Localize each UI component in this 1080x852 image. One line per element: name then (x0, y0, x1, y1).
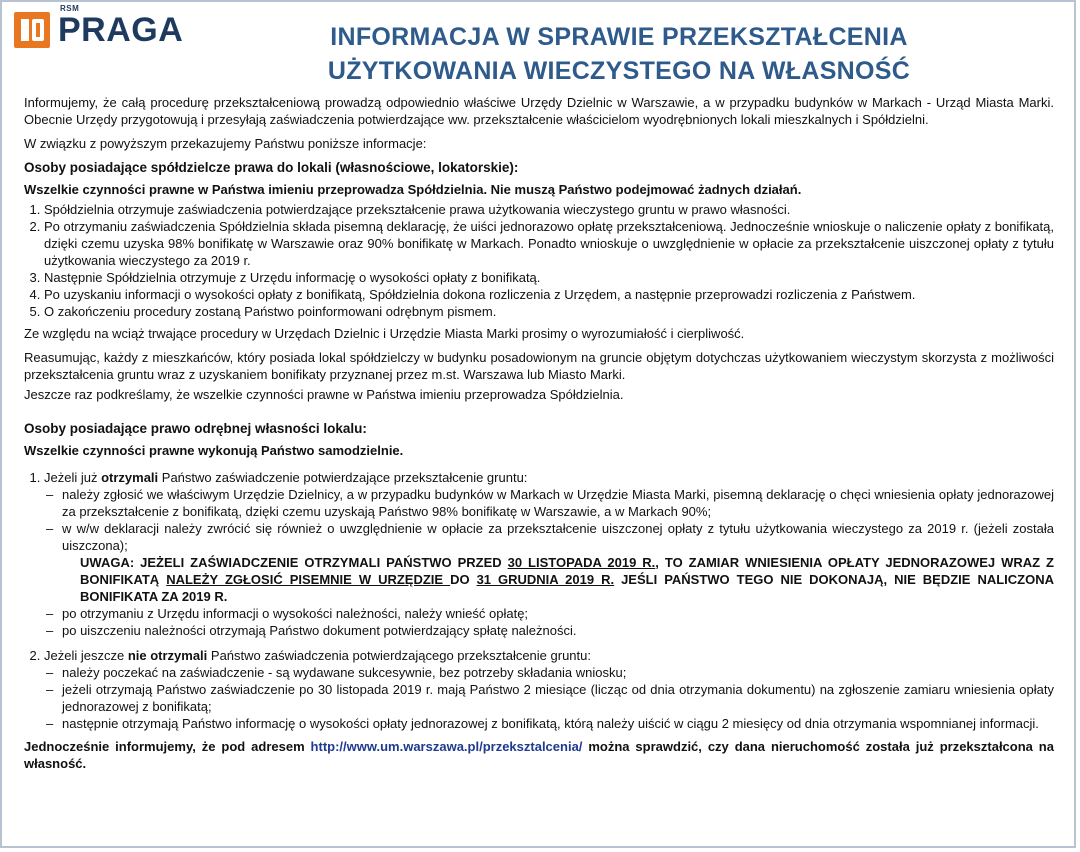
warning-notice: UWAGA: JEŻELI ZAŚWIADCZENIE OTRZYMALI PAŃSTWO PRZED 30 LISTOPADA 2019 R., TO ZAMIAR WNIESIENIA OPŁATY JEDNORAZOWEJ WRAZ Z BONIFIKATĄ NALEŻY ZGŁOSIĆ PISEMNIE W URZĘDZIE DO 31 GRUDNIA 2019 R. JEŚLI PAŃSTWO TEGO NIE DOKONAJĄ, NIE BĘDZIE NALICZONA BONIFIKATA ZA 2019 R. (80, 555, 1054, 604)
list-item: 1. Spółdzielnia otrzymuje zaświadczenia potwierdzające przekształcenie prawa użytkowania wieczystego gruntu w prawo własności. (44, 201, 1054, 218)
section1-summary: Reasumując, każdy z mieszkańców, który posiada lokal spółdzielczy w budynku posadowionym na gruncie objętym dotychczas użytkowaniem wieczystym skorzysta z możliwości przekształcenia gruntu wraz z uzyskaniem bonifikaty przyznanej przez m.st. Warszawa lub Miasto Marki. (24, 350, 1054, 382)
list-item: – należy poczekać na zaświadczenie - są wydawane sukcesywnie, bez potrzeby składania wniosku; (62, 664, 1054, 681)
title-line-1: INFORMACJA W SPRAWIE PRZEKSZTAŁCENIA (330, 23, 908, 51)
list-item: – należy zgłosić we właściwym Urzędzie Dzielnicy, a w przypadku budynków w Markach w Urzędzie Miasta Marki, pisemną deklarację o chęci wniesienia opłaty jednorazowej za przekształcenie z bonifikatą, dzięki czemu uzyskają Państwo 98% bonifikatę w Warszawie, a w Markach 90%; (62, 486, 1054, 520)
dash-list (44, 486, 1054, 639)
intro-lead: W związku z powyższym przekazujemy Państwu poniższe informacje: (24, 136, 427, 151)
logo-rsm-text: RSM (60, 4, 80, 13)
list-item: 1. Jeżeli już otrzymali Państwo zaświadczenie potwierdzające przekształcenie gruntu: – należy zgłosić we właściwym Urzędzie Dzielnicy, a w przypadku budynków w Markach w Urzędzie Miasta Marki, pisemną deklarację o chęci wniesienia opłaty jednorazowej za przekształcenie z bonifikatą, dzięki czemu uzyskają Państwo 98% bonifikatę w Warszawie, a w Markach 90%; – w w/w deklaracji należy zwrócić się również o uwzględnienie w opłacie za przekształcenie uiszczonej opłaty z tytułu użytkowania wieczystego za 2019 r. (jeżeli została uiszczona); UWAGA: JEŻELI ZAŚWIADCZENIE OTRZYMALI PAŃSTWO PRZED 30 LISTOPADA 2019 R., TO ZAMIAR WNIESIENIA OPŁATY JEDNORAZOWEJ WRAZ Z BONIFIKATĄ NALEŻY ZGŁOSIĆ PISEMNIE W URZĘDZIE DO 31 GRUDNIA 2019 R. JEŚLI PAŃSTWO TEGO NIE DOKONAJĄ, NIE BĘDZIE NALICZONA BONIFIKATA ZA 2019 R. – po otrzymaniu z Urzędu informacji o wysokości należności, należy wnieść opłatę; – po uiszczeniu należności otrzymają Państwo dokument potwierdzający spłatę należności. (44, 469, 1054, 639)
logo-praga-text: PRAGA (58, 11, 184, 49)
section2-list (24, 469, 1054, 732)
list-item: – jeżeli otrzymają Państwo zaświadczenie po 30 listopada 2019 r. mają Państwo 2 miesiące (licząc od dnia otrzymania dokumentu) na zgłoszenie zamiaru wniesienia opłaty jednorazowej z bonifikatą; (62, 681, 1054, 715)
list-item: 2. Jeżeli jeszcze nie otrzymali Państwo zaświadczenia potwierdzającego przekształcenie gruntu: – należy poczekać na zaświadczenie - są wydawane sukcesywnie, bez potrzeby składania wniosku; – jeżeli otrzymają Państwo zaświadczenie po 30 listopada 2019 r. mają Państwo 2 miesiące (licząc od dnia otrzymania dokumentu) na zgłoszenie zamiaru wniesienia opłaty jednorazowej z bonifikatą; – następnie otrzymają Państwo informację o wysokości opłaty jednorazowej z bonifikatą, którą należy uiścić w ciągu 2 miesięcy od dnia otrzymania wspomnianej informacji. (44, 647, 1054, 732)
przeksztalcenia-link[interactable]: http://www.um.warszawa.pl/przeksztalcenia/ (310, 739, 583, 754)
title-line-2: UŻYTKOWANIA WIECZYSTEGO NA WŁASNOŚĆ (327, 57, 911, 85)
section2-subheading: Wszelkie czynności prawne wykonują Państwo samodzielnie. (24, 443, 404, 458)
logo-mark-icon (14, 12, 50, 48)
list-item: – po uiszczeniu należności otrzymają Państwo dokument potwierdzający spłatę należności. (62, 622, 1054, 639)
list-item: 3. Następnie Spółdzielnia otrzymuje z Urzędu informację o wysokości opłaty z bonifikatą. (44, 269, 1054, 286)
document-body (24, 94, 1054, 772)
list-item: – następnie otrzymają Państwo informację o wysokości opłaty jednorazowej z bonifikatą, którą należy uiścić w ciągu 2 miesięcy od dnia otrzymania wspomnianej informacji. (62, 715, 1054, 732)
list-item: – po otrzymaniu z Urzędu informacji o wysokości należności, należy wnieść opłatę; (62, 605, 1054, 622)
section1-list (24, 201, 1054, 320)
page-title (184, 20, 1054, 88)
list-item: 5. O zakończeniu procedury zostaną Państwo poinformowani odrębnym pismem. (44, 303, 1054, 320)
list-item: 2. Po otrzymaniu zaświadczenia Spółdzielnia składa pisemną deklarację, że uiści jednorazowo opłatę przekształceniową. Jednocześnie wnioskuje o naliczenie opłaty z bonifikatą, dzięki czemu uzyska 98% bonifikatę w Warszawie oraz 90% bonifikatę w Markach. Ponadto wnioskuje o uwzględnienie w opłacie za przekształcenie uiszczonej opłaty z tytułu użytkowania wieczystego za 2019 r. (44, 218, 1054, 269)
section1-paragraph: Ze względu na wciąż trwające procedury w Urzędach Dzielnic i Urzędzie Miasta Marki prosimy o wyrozumiałość i cierpliwość. (24, 326, 745, 341)
footer-paragraph: Jednocześnie informujemy, że pod adresem http://www.um.warszawa.pl/przeksztalcenia/ można sprawdzić, czy dana nieruchomość została już przekształcona na własność. (24, 739, 1054, 771)
rsm-praga-logo (14, 4, 184, 49)
list-item: – w w/w deklaracji należy zwrócić się również o uwzględnienie w opłacie za przekształcenie uiszczonej opłaty z tytułu użytkowania wieczystego za 2019 r. (jeżeli została uiszczona); UWAGA: JEŻELI ZAŚWIADCZENIE OTRZYMALI PAŃSTWO PRZED 30 LISTOPADA 2019 R., TO ZAMIAR WNIESIENIA OPŁATY JEDNORAZOWEJ WRAZ Z BONIFIKATĄ NALEŻY ZGŁOSIĆ PISEMNIE W URZĘDZIE DO 31 GRUDNIA 2019 R. JEŚLI PAŃSTWO TEGO NIE DOKONAJĄ, NIE BĘDZIE NALICZONA BONIFIKATA ZA 2019 R. (62, 520, 1054, 605)
list-item: 4. Po uzyskaniu informacji o wysokości opłaty z bonifikatą, Spółdzielnia dokona rozliczenia z Urzędem, a następnie przeprowadzi rozliczenia z Państwem. (44, 286, 1054, 303)
header (24, 2, 1054, 94)
dash-list (44, 664, 1054, 732)
section1-reminder: Jeszcze raz podkreślamy, że wszelkie czynności prawne w Państwa imieniu przeprowadza Spółdzielnia. (24, 387, 624, 402)
section2-heading: Osoby posiadające prawo odrębnej własności lokalu: (24, 421, 367, 436)
section1-heading: Osoby posiadające spółdzielcze prawa do lokali (własnościowe, lokatorskie): (24, 160, 519, 175)
intro-paragraph: Informujemy, że całą procedurę przekształceniową prowadzą odpowiednio właściwe Urzędy Dzielnic w Warszawie, a w przypadku budynków w Markach - Urząd Miasta Marki. Obecnie Urzędy przygotowują i przesyłają zaświadczenia potwierdzające ww. przekształcenie właścicielom wyodrębnionych lokali mieszkalnych i Spółdzielni. (24, 95, 1054, 127)
section1-subheading: Wszelkie czynności prawne w Państwa imieniu przeprowadza Spółdzielnia. Nie muszą Państwo podejmować żadnych działań. (24, 182, 802, 197)
